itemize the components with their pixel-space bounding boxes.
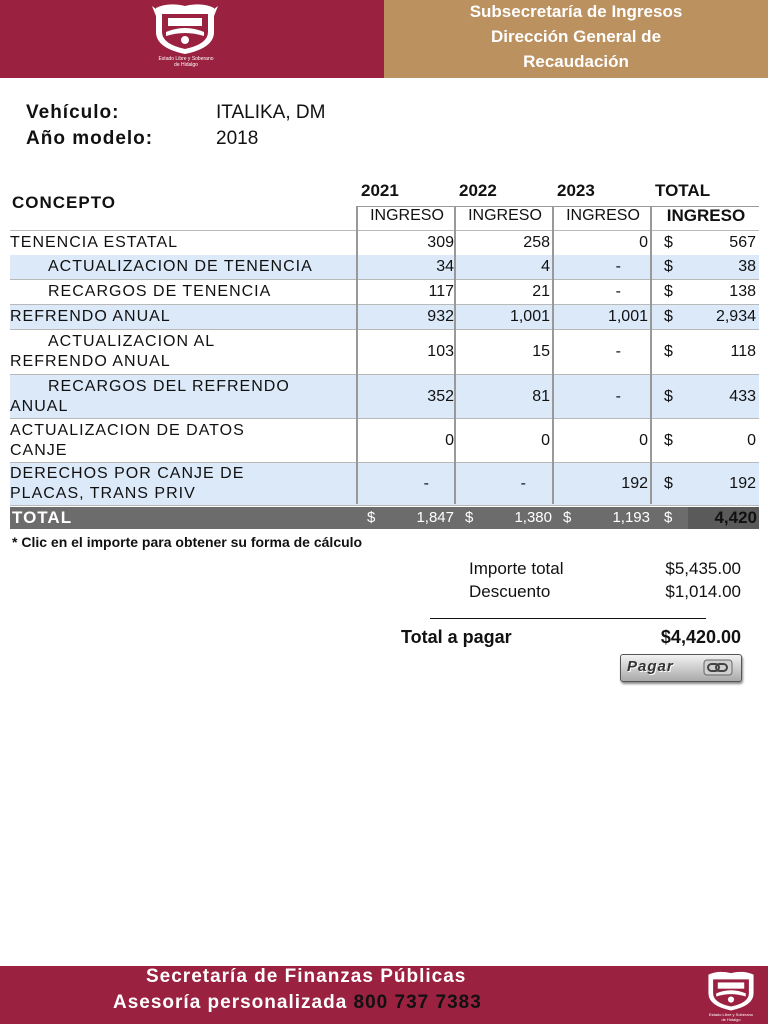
concepto-cell: DERECHOS POR CANJE DE PLACAS, TRANS PRIV (10, 465, 245, 502)
amount-2022[interactable]: 21 (532, 283, 550, 300)
amount-2022[interactable]: - (520, 475, 526, 492)
amount-2021[interactable]: 309 (427, 234, 454, 251)
concepto-cell: ACTUALIZACION DE TENENCIA (48, 258, 313, 275)
header-title-line-1: Subsecretaría de Ingresos (469, 2, 683, 21)
concepto-line-2: ANUAL (10, 397, 69, 415)
currency-symbol: $ (664, 509, 673, 526)
pagar-button-label: Pagar (627, 658, 674, 675)
amount-total[interactable]: 0 (747, 431, 756, 449)
amount-2022[interactable]: 4 (541, 258, 550, 275)
total-2021[interactable]: 1,847 (416, 509, 454, 526)
amount-2021[interactable]: 0 (445, 431, 454, 449)
grand-total-value[interactable]: 4,420 (714, 508, 757, 527)
concepto-cell: ACTUALIZACION DE DATOS CANJE (10, 421, 245, 459)
footer-asesoria-label: Asesoría personalizada (113, 992, 348, 1013)
amount-2023[interactable]: - (615, 283, 621, 300)
currency-symbol: $ (664, 234, 673, 251)
table-row (10, 230, 759, 256)
descuento-label: Descuento (469, 582, 551, 601)
amount-2021[interactable]: 352 (427, 387, 454, 405)
amount-total[interactable]: 433 (729, 387, 756, 405)
currency-symbol: $ (664, 343, 673, 360)
table-row (10, 255, 759, 280)
amount-total[interactable]: 38 (738, 258, 756, 275)
total-row-label: TOTAL (12, 508, 73, 527)
currency-symbol: $ (367, 509, 376, 526)
amount-total[interactable]: 2,934 (715, 308, 756, 325)
table-row (10, 280, 759, 305)
amount-2023[interactable]: 0 (639, 234, 648, 251)
amount-total[interactable]: 138 (729, 283, 756, 300)
ingreso-header-total: INGRESO (666, 206, 746, 225)
amount-2023[interactable]: - (615, 258, 621, 275)
concepto-cell (10, 375, 356, 418)
amount-2021[interactable]: 103 (427, 343, 454, 360)
importe-total-value: $5,435.00 (665, 559, 741, 578)
amount-2023[interactable]: - (615, 343, 621, 360)
column-divider (650, 206, 652, 504)
amount-2022[interactable]: 15 (532, 343, 550, 360)
vehiculo-value: ITALIKA, DM (216, 102, 326, 123)
ingreso-header-2021: INGRESO (370, 207, 444, 224)
column-divider (454, 206, 456, 504)
footer-secretaria: Secretaría de Finanzas Públicas (146, 966, 467, 987)
state-seal-logo (148, 2, 222, 56)
concepto-cell: RECARGOS DE TENENCIA (48, 283, 272, 300)
column-divider (552, 206, 554, 504)
concepto-cell: TENENCIA ESTATAL (10, 234, 179, 251)
amount-2023[interactable]: - (615, 387, 621, 405)
calculation-note: * Clic en el importe para obtener su forma de cálculo (12, 534, 363, 550)
table-row (10, 330, 759, 375)
pagar-button[interactable] (620, 654, 742, 682)
amount-2021[interactable]: 117 (428, 283, 454, 300)
total-2022[interactable]: 1,380 (514, 509, 552, 526)
table-row (10, 375, 759, 419)
total-a-pagar-value: $4,420.00 (660, 627, 741, 647)
total-2023[interactable]: 1,193 (612, 509, 650, 526)
amount-2023[interactable]: 192 (621, 475, 648, 492)
column-divider (356, 206, 358, 504)
footer-band (0, 966, 768, 1024)
table-row (10, 463, 759, 506)
anio-modelo-label: Año modelo: (26, 128, 154, 149)
currency-symbol: $ (664, 308, 673, 325)
currency-symbol: $ (563, 509, 572, 526)
separator-line: _______________________________ (430, 603, 706, 620)
table-row (10, 419, 759, 463)
footer-phone[interactable]: 800 737 7383 (353, 992, 482, 1013)
footer-state-seal-logo (702, 970, 760, 1012)
concepto-header: CONCEPTO (12, 193, 117, 212)
ingreso-header-2023: INGRESO (566, 207, 640, 224)
concepto-line-2: REFRENDO ANUAL (10, 353, 171, 370)
table-row (10, 305, 759, 330)
amount-total[interactable]: 567 (729, 234, 756, 251)
amount-2022[interactable]: 258 (523, 234, 550, 251)
currency-symbol: $ (664, 475, 673, 492)
anio-modelo-value: 2018 (216, 128, 259, 149)
ingreso-header-2022: INGRESO (468, 207, 542, 224)
year-header-2023: 2023 (557, 181, 595, 200)
currency-symbol: $ (465, 509, 474, 526)
currency-symbol: $ (664, 258, 673, 275)
concepto-text (10, 377, 290, 417)
currency-symbol: $ (664, 387, 673, 405)
currency-symbol: $ (664, 283, 673, 300)
amount-2022[interactable]: 1,001 (509, 308, 550, 325)
link-chain-icon (703, 659, 733, 676)
total-header: TOTAL (655, 181, 711, 200)
concepto-cell (10, 330, 356, 374)
amount-2021[interactable]: 34 (436, 258, 454, 275)
descuento-value: $1,014.00 (665, 582, 741, 601)
grand-total-cell (688, 507, 759, 529)
amount-2022[interactable]: 0 (541, 431, 550, 449)
concepto-cell: REFRENDO ANUAL (10, 308, 171, 325)
header-title-line-3: Recaudación (523, 52, 629, 71)
header-title-line-2: Dirección General de (490, 27, 662, 46)
footer-asesoria (113, 992, 482, 1014)
vehiculo-label: Vehículo: (26, 102, 120, 123)
concepto-line-1: RECARGOS DEL REFRENDO (48, 377, 290, 395)
total-row (10, 507, 759, 529)
amount-total[interactable]: 118 (730, 343, 756, 360)
concepto-text (10, 332, 215, 372)
header-title-band (384, 0, 768, 78)
currency-symbol: $ (664, 431, 673, 449)
concepto-line-1: ACTUALIZACION AL (48, 333, 216, 350)
year-header-2021: 2021 (361, 181, 399, 200)
amount-total[interactable]: 192 (729, 475, 756, 492)
year-header-2022: 2022 (459, 181, 497, 200)
amount-2023[interactable]: 0 (639, 431, 648, 449)
seal-caption: Estado Libre y Soberano de Hidalgo (158, 56, 214, 68)
total-a-pagar-label: Total a pagar (401, 627, 512, 647)
amount-2023[interactable]: 1,001 (607, 308, 648, 325)
importe-total-label: Importe total (469, 559, 564, 578)
footer-seal-caption: Estado Libre y Soberano de Hidalgo (708, 1012, 754, 1022)
amount-2022[interactable]: 81 (532, 387, 550, 405)
amount-2021[interactable]: - (423, 475, 429, 492)
amount-2021[interactable]: 932 (427, 308, 454, 325)
